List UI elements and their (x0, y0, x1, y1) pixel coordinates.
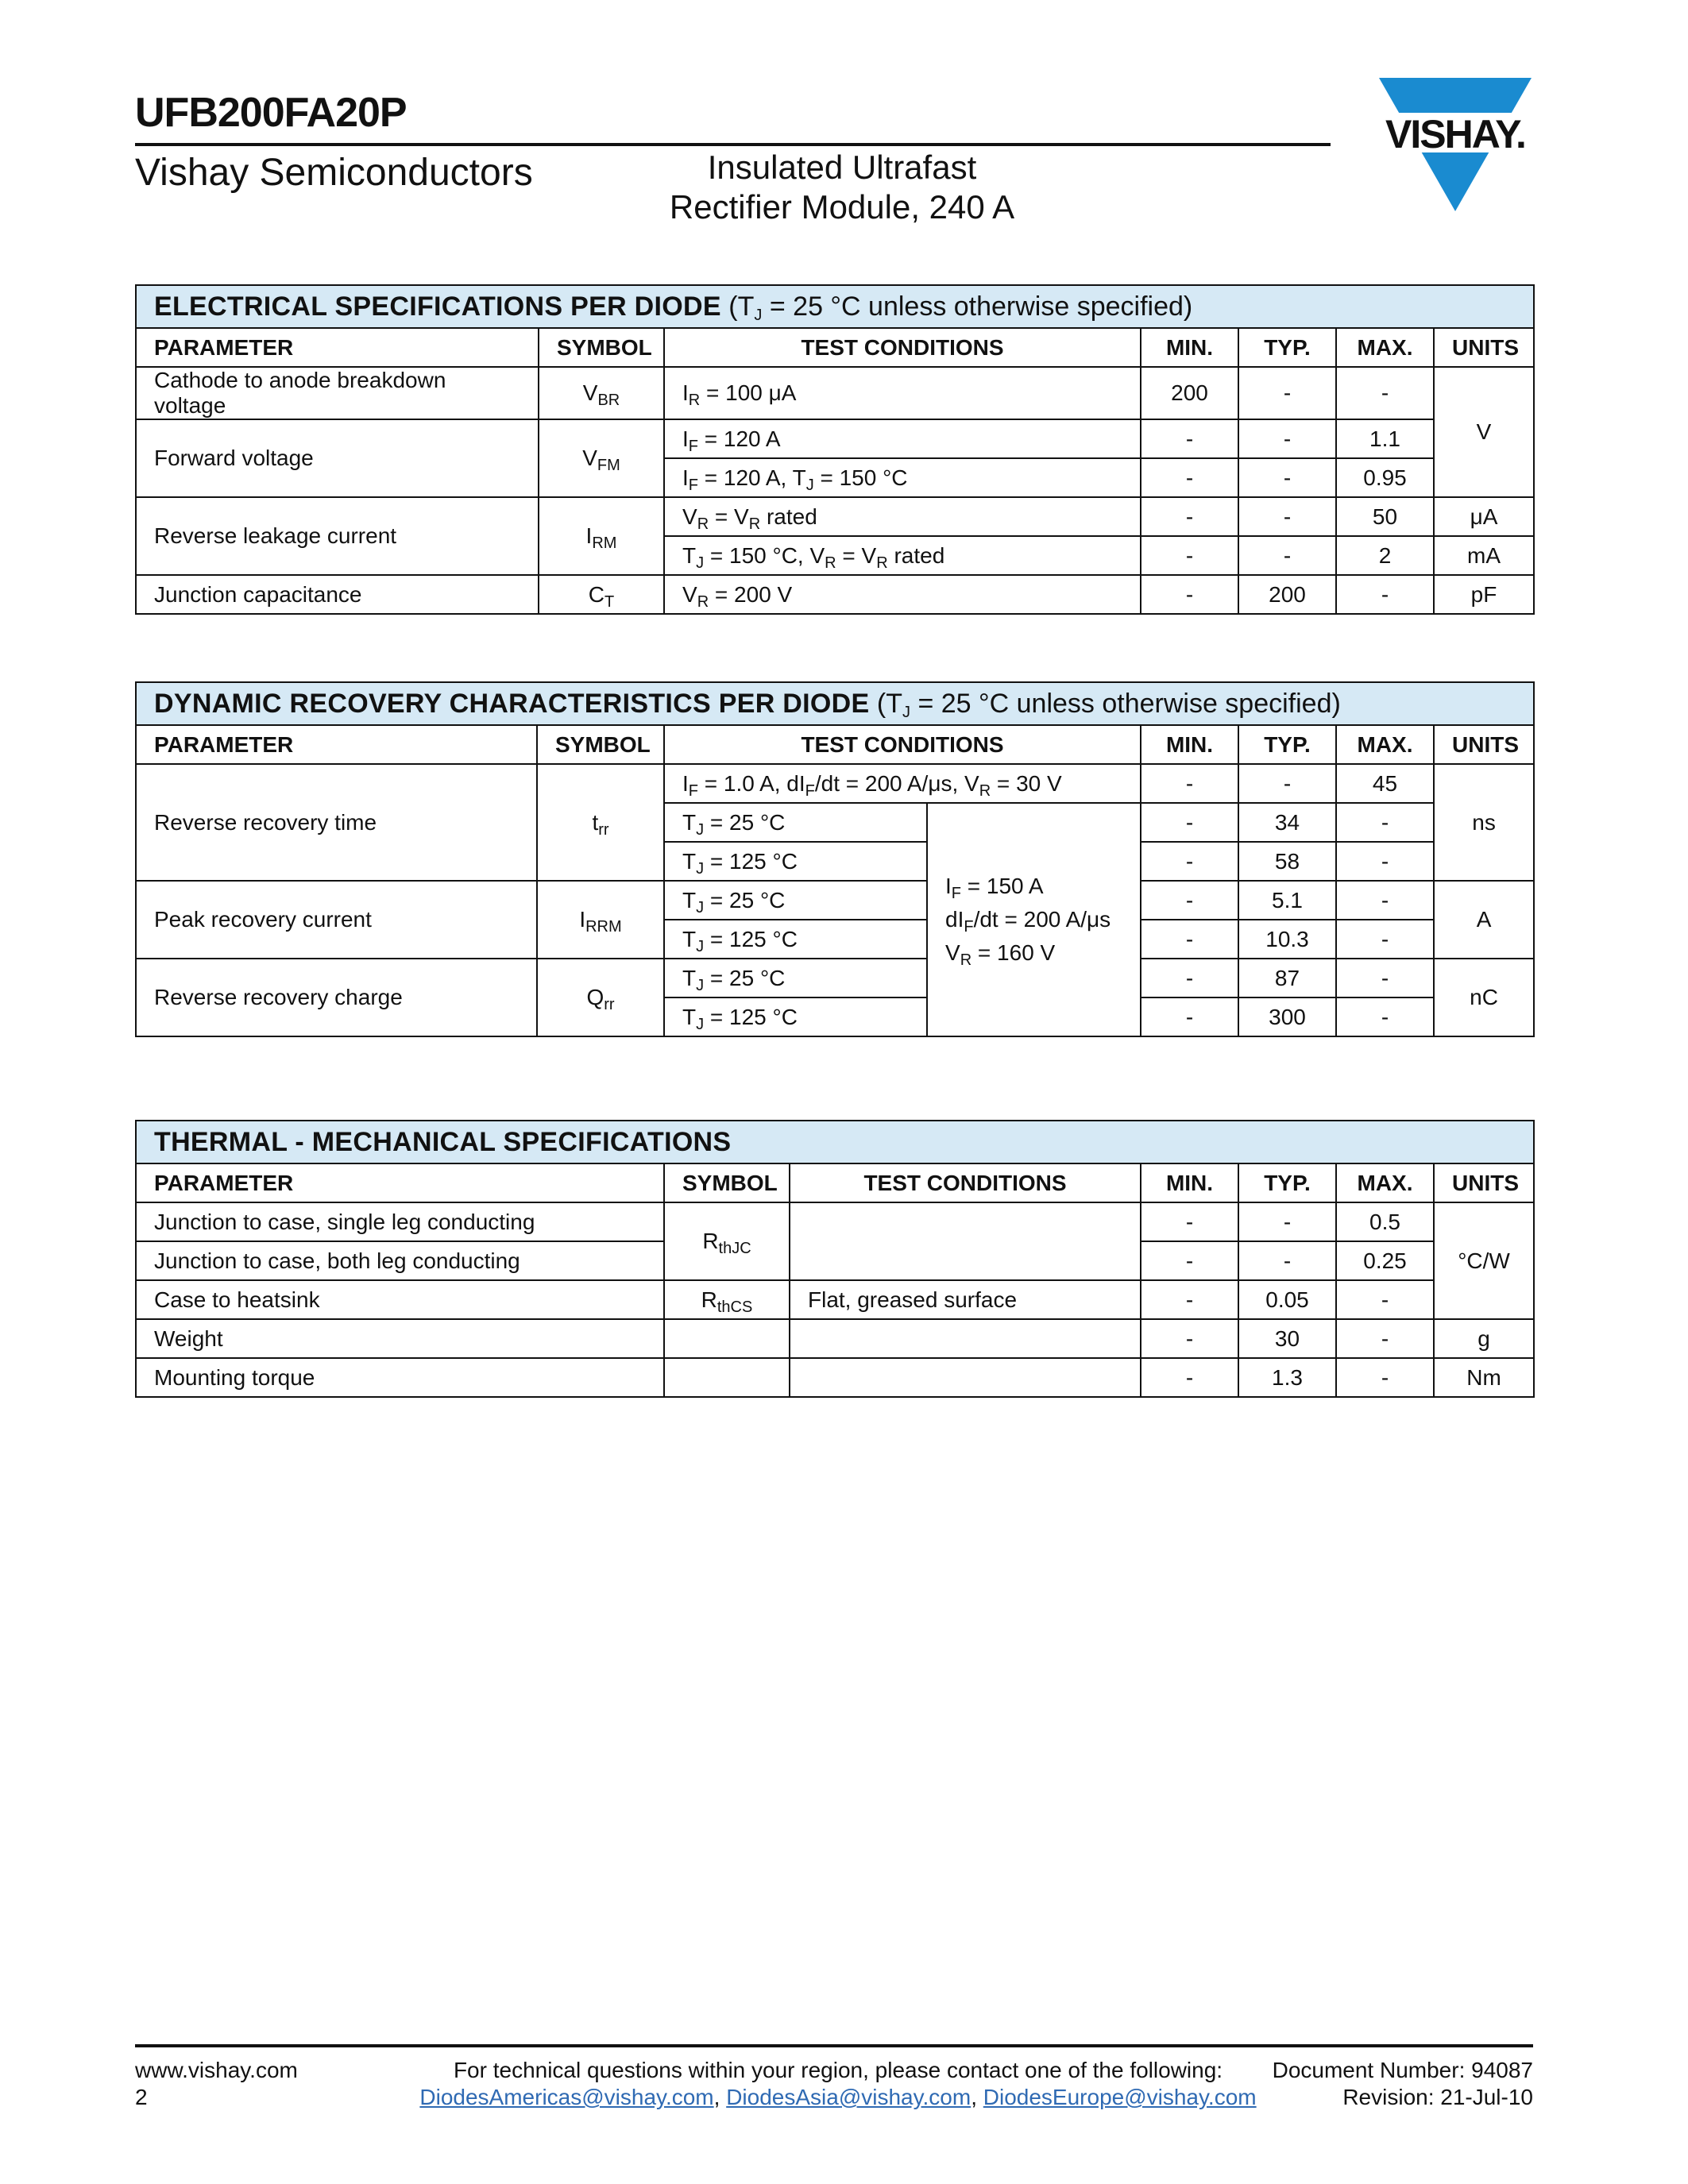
units-cell: nC (1434, 959, 1534, 1036)
symbol-cell: $R_{thJC}$ (664, 1202, 790, 1280)
conditions-cell: $I_F = 1.0$ A, $dI_F/dt = 200$ A/μs, $V_R = 30$ V (664, 764, 1141, 803)
table-title: THERMAL - MECHANICAL SPECIFICATIONS (136, 1121, 1534, 1163)
table-row (136, 1280, 1534, 1319)
parameter-cell: Junction to case, both leg conducting (136, 1241, 664, 1280)
vishay-logo (1373, 76, 1538, 213)
table-row (136, 367, 1534, 419)
symbol-cell: $V_{BR}$ (539, 367, 664, 419)
subtitle-line-1: Insulated Ultrafast (707, 149, 977, 186)
min-cell: - (1141, 1280, 1238, 1319)
max-cell: - (1336, 997, 1434, 1036)
typ-cell: 30 (1238, 1319, 1336, 1358)
typ-cell: - (1238, 1202, 1336, 1241)
page-number: 2 (135, 2085, 148, 2109)
conditions-cell: $T_J = 125$ °C (664, 920, 927, 959)
email-asia-link[interactable]: DiodesAsia@vishay.com (726, 2085, 971, 2109)
min-cell: - (1141, 881, 1238, 920)
conditions-cell (790, 1202, 1141, 1280)
max-cell: 0.5 (1336, 1202, 1434, 1241)
units-cell: μA (1434, 497, 1534, 536)
max-cell: 50 (1336, 497, 1434, 536)
email-americas-link[interactable]: DiodesAmericas@vishay.com (419, 2085, 714, 2109)
typ-cell: - (1238, 764, 1336, 803)
min-cell: - (1141, 497, 1238, 536)
column-header: SYMBOL (539, 328, 664, 367)
units-cell: pF (1434, 575, 1534, 614)
thermal-mechanical-table (135, 1120, 1535, 1398)
max-cell: - (1336, 575, 1434, 614)
conditions-cell (790, 1319, 1141, 1358)
footer-email-links: DiodesAmericas@vishay.com, DiodesAsia@vishay.com, DiodesEurope@vishay.com (419, 2085, 1257, 2109)
conditions-cell: $V_R = 200$ V (664, 575, 1141, 614)
typ-cell: 0.05 (1238, 1280, 1336, 1319)
table-row (136, 959, 1534, 997)
units-cell: mA (1434, 536, 1534, 575)
header-rule (135, 143, 1331, 146)
min-cell: - (1141, 1319, 1238, 1358)
units-cell: V (1434, 367, 1534, 497)
min-cell: - (1141, 419, 1238, 458)
max-cell: 0.25 (1336, 1241, 1434, 1280)
min-cell: - (1141, 1202, 1238, 1241)
min-cell: - (1141, 458, 1238, 497)
typ-cell: 300 (1238, 997, 1336, 1036)
table-title: DYNAMIC RECOVERY CHARACTERISTICS PER DIODE ($T_J = 25$ °C unless otherwise specified) (136, 682, 1534, 725)
min-cell: - (1141, 803, 1238, 842)
footer-contact-text: For technical questions within your region, please contact one of the following: (453, 2058, 1223, 2082)
table-row (136, 1358, 1534, 1397)
symbol-cell: $I_{RRM}$ (537, 881, 664, 959)
subtitle-line-2: Rectifier Module, 240 A (669, 188, 1015, 226)
column-header: UNITS (1434, 725, 1534, 764)
column-header: TYP. (1238, 1163, 1336, 1202)
min-cell: - (1141, 959, 1238, 997)
conditions-cell: $V_R = V_R$ rated (664, 497, 1141, 536)
table-title: ELECTRICAL SPECIFICATIONS PER DIODE ($T_J = 25$ °C unless otherwise specified) (136, 285, 1534, 328)
conditions-cell: $I_F = 120$ A (664, 419, 1141, 458)
conditions-cell: $T_J = 25$ °C (664, 803, 927, 842)
typ-cell: 34 (1238, 803, 1336, 842)
conditions-cell: $I_R = 100$ μA (664, 367, 1141, 419)
symbol-cell (664, 1319, 790, 1358)
parameter-cell: Reverse recovery time (136, 764, 537, 881)
conditions-cell (790, 1358, 1141, 1397)
table-row (136, 1202, 1534, 1241)
document-number: Document Number: 94087 (1272, 2058, 1533, 2082)
typ-cell: - (1238, 536, 1336, 575)
max-cell: 45 (1336, 764, 1434, 803)
column-header: PARAMETER (136, 725, 537, 764)
units-cell: °C/W (1434, 1202, 1534, 1319)
part-number: UFB200FA20P (135, 90, 407, 136)
min-cell: - (1141, 764, 1238, 803)
min-cell: - (1141, 1241, 1238, 1280)
typ-cell: 87 (1238, 959, 1336, 997)
column-header: MAX. (1336, 328, 1434, 367)
symbol-cell: $t_{rr}$ (537, 764, 664, 881)
conditions-cell: $T_J = 125$ °C (664, 997, 927, 1036)
electrical-specifications-table (135, 284, 1535, 615)
column-header: SYMBOL (664, 1163, 790, 1202)
parameter-cell: Case to heatsink (136, 1280, 664, 1319)
max-cell: - (1336, 803, 1434, 842)
typ-cell: 10.3 (1238, 920, 1336, 959)
table-row (136, 497, 1534, 536)
parameter-cell: Reverse recovery charge (136, 959, 537, 1036)
typ-cell: - (1238, 1241, 1336, 1280)
column-header: UNITS (1434, 1163, 1534, 1202)
max-cell: 2 (1336, 536, 1434, 575)
min-cell: - (1141, 997, 1238, 1036)
logo-text: VISHAY. (1385, 112, 1525, 156)
max-cell: - (1336, 1280, 1434, 1319)
column-header: MIN. (1141, 328, 1238, 367)
column-header: TEST CONDITIONS (790, 1163, 1141, 1202)
table-row (136, 419, 1534, 458)
column-header: TYP. (1238, 725, 1336, 764)
max-cell: - (1336, 1358, 1434, 1397)
min-cell: - (1141, 1358, 1238, 1397)
units-cell: Nm (1434, 1358, 1534, 1397)
parameter-cell: Junction capacitance (136, 575, 539, 614)
parameter-cell: Reverse leakage current (136, 497, 539, 575)
typ-cell: 200 (1238, 575, 1336, 614)
table-row (136, 575, 1534, 614)
conditions-cell: $T_J = 125$ °C (664, 842, 927, 881)
parameter-cell: Cathode to anode breakdown voltage (136, 367, 539, 419)
min-cell: - (1141, 575, 1238, 614)
symbol-cell: $R_{thCS}$ (664, 1280, 790, 1319)
conditions-cell: $T_J = 150$ °C, $V_R = V_R$ rated (664, 536, 1141, 575)
typ-cell: - (1238, 497, 1336, 536)
column-header: PARAMETER (136, 1163, 664, 1202)
symbol-cell: $V_{FM}$ (539, 419, 664, 497)
typ-cell: - (1238, 419, 1336, 458)
column-header: MAX. (1336, 725, 1434, 764)
parameter-cell: Weight (136, 1319, 664, 1358)
column-header: UNITS (1434, 328, 1534, 367)
column-header: MAX. (1336, 1163, 1434, 1202)
min-cell: - (1141, 536, 1238, 575)
max-cell: - (1336, 881, 1434, 920)
units-cell: g (1434, 1319, 1534, 1358)
column-header: TEST CONDITIONS (664, 328, 1141, 367)
parameter-cell: Mounting torque (136, 1358, 664, 1397)
company-name: Vishay Semiconductors (135, 152, 533, 194)
dynamic-recovery-table (135, 681, 1535, 1037)
max-cell: 0.95 (1336, 458, 1434, 497)
parameter-cell: Junction to case, single leg conducting (136, 1202, 664, 1241)
max-cell: 1.1 (1336, 419, 1434, 458)
typ-cell: 58 (1238, 842, 1336, 881)
table-row (136, 881, 1534, 920)
symbol-cell: $C_T$ (539, 575, 664, 614)
symbol-cell: $I_{RM}$ (539, 497, 664, 575)
conditions-cell: Flat, greased surface (790, 1280, 1141, 1319)
footer-rule (135, 2044, 1533, 2047)
max-cell: - (1336, 367, 1434, 419)
conditions-cell: $I_F = 120$ A, $T_J = 150$ °C (664, 458, 1141, 497)
typ-cell: 5.1 (1238, 881, 1336, 920)
shared-conditions-cell: $I_F = 150$ A $dI_F/dt = 200$ A/μs $V_R = 160$ V (927, 803, 1141, 1036)
parameter-cell: Forward voltage (136, 419, 539, 497)
column-header: MIN. (1141, 1163, 1238, 1202)
column-header: TEST CONDITIONS (664, 725, 1141, 764)
symbol-cell (664, 1358, 790, 1397)
email-europe-link[interactable]: DiodesEurope@vishay.com (983, 2085, 1257, 2109)
symbol-cell: $Q_{rr}$ (537, 959, 664, 1036)
table-row (136, 1319, 1534, 1358)
parameter-cell: Peak recovery current (136, 881, 537, 959)
typ-cell: 1.3 (1238, 1358, 1336, 1397)
table-row (136, 764, 1534, 803)
typ-cell: - (1238, 458, 1336, 497)
column-header: SYMBOL (537, 725, 664, 764)
min-cell: 200 (1141, 367, 1238, 419)
footer-website: www.vishay.com (135, 2058, 298, 2082)
conditions-cell: $T_J = 25$ °C (664, 959, 927, 997)
min-cell: - (1141, 920, 1238, 959)
units-cell: A (1434, 881, 1534, 959)
max-cell: - (1336, 842, 1434, 881)
min-cell: - (1141, 842, 1238, 881)
max-cell: - (1336, 920, 1434, 959)
conditions-cell: $T_J = 25$ °C (664, 881, 927, 920)
units-cell: ns (1434, 764, 1534, 881)
max-cell: - (1336, 1319, 1434, 1358)
typ-cell: - (1238, 367, 1336, 419)
column-header: TYP. (1238, 328, 1336, 367)
document-subtitle (620, 148, 1064, 227)
revision: Revision: 21-Jul-10 (1342, 2085, 1533, 2109)
max-cell: - (1336, 959, 1434, 997)
column-header: PARAMETER (136, 328, 539, 367)
column-header: MIN. (1141, 725, 1238, 764)
